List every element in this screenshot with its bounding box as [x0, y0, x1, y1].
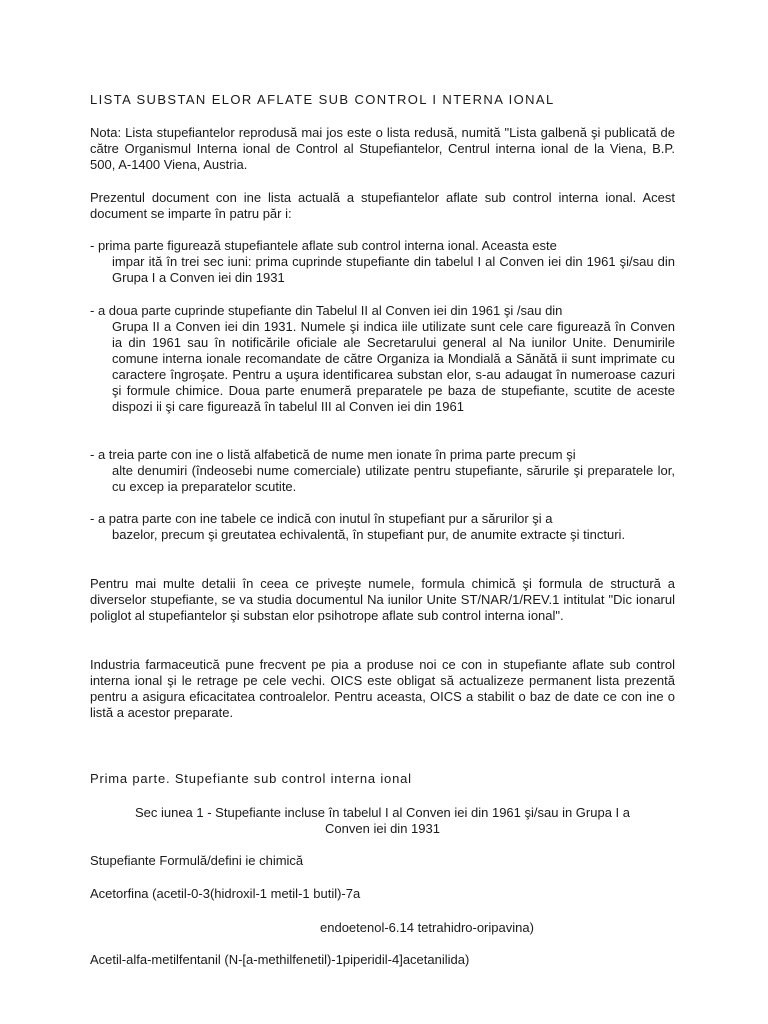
entry-acetorfina-line-1: Acetorfina (acetil-0-3(hidroxil-1 metil-1 butil)-7a	[90, 886, 361, 901]
prima-parte-heading: Prima parte. Stupefiante sub control interna ional	[90, 771, 412, 786]
intro-paragraph: Prezentul document con ine lista actuală a stupefiantelor aflate sub control interna ional. Acest document se imparte în patru păr i:	[90, 190, 675, 221]
list-item-prima-parte	[90, 238, 675, 286]
sectiunea-1-line-1: Sec iunea 1 - Stupefiante incluse în tabelul I al Conven iei din 1961 şi/sau in Grupa I a	[134, 805, 631, 820]
list-item-a-treia-parte	[90, 447, 675, 495]
list-item-first-line: - a treia parte con ine o listă alfabetică de nume men ionate în prima parte precum şi	[90, 447, 576, 462]
list-item-first-line: - prima parte figurează stupefiantele aflate sub control interna ional. Aceasta este	[90, 238, 557, 253]
detalii-paragraph: Pentru mai multe detalii în ceea ce priveşte numele, formula chimică şi formula de structură a diverselor stupefiante, se va studia documentul Na iunilor Unite ST/NAR/1/REV.1 intitulat "Dic ionarul poliglot al stupefiantelor şi substan elor psihotrope aflate sub control interna ional".	[90, 576, 675, 623]
sectiunea-1-heading	[90, 805, 675, 837]
nota-paragraph: Nota: Lista stupefiantelor reprodusă mai jos este o lista redusă, numită "Lista galbenă şi publicată de către Organismul Interna ional de Control al Stupefiantelor, Centrul interna ional de la Viena, B.P. 500, A-1400 Viena, Austria.	[90, 125, 675, 172]
sectiunea-1-line-2: Conven iei din 1931	[325, 821, 440, 836]
list-item-continuation: Grupa II a Conven iei din 1931. Numele şi indica iile utilizate sunt cele care figurează în Conven ia din 1961 sau în notificările oficiale ale Secretarului general al Na iunilor Unite. Denumirile comune interna ionale recomandate de către Organiza ia Mondială a Sănătă ii sunt imprimate cu caractere îngroşate. Pentru a uşura identificarea substan elor, s-au adaugat în numeroase cazuri şi formule chimice. Doua parte enumeră preparatele pe baza de stupefiante, scutite de aceste dispozi ii şi care figurează în tabelul III al Conven iei din 1961	[112, 319, 675, 414]
list-item-first-line: - a patra parte con ine tabele ce indică con inutul în stupefiant pur a sărurilor şi a	[90, 511, 553, 526]
industria-paragraph: Industria farmaceutică pune frecvent pe pia a produse noi ce con in stupefiante aflate sub control interna ional şi le retrage pe cele vechi. OICS este obligat să actualizeze permanent lista prezentă pentru a asigura eficacitatea controalelor. Pentru aceasta, OICS a stabilit o baz de date ce con ine o listă a acestor preparate.	[90, 657, 675, 720]
entry-acetorfina-line-2: endoetenol-6.14 tetrahidro-oripavina)	[320, 920, 534, 935]
list-item-continuation: alte denumiri (îndeosebi nume comerciale) utilizate pentru stupefiante, sărurile şi preparatele lor, cu excep ia preparatelor scutite.	[112, 463, 675, 494]
list-item-a-patra-parte	[90, 511, 675, 543]
entry-acetil-alfa-metilfentanil: Acetil-alfa-metilfentanil (N-[a-methilfenetil)-1piperidil-4]acetanilida)	[90, 952, 470, 967]
column-header: Stupefiante Formulă/defini ie chimică	[90, 853, 304, 868]
list-item-continuation: impar ită în trei sec iuni: prima cuprinde stupefiante din tabelul I al Conven iei din 1961 şi/sau din Grupa I a Conven iei din 1931	[112, 254, 675, 285]
document-title: LISTA SUBSTAN ELOR AFLATE SUB CONTROL I NTERNA IONAL	[90, 92, 555, 107]
list-item-continuation: bazelor, precum şi greutatea echivalentă, în stupefiant pur, de anumite extracte şi tincturi.	[112, 527, 626, 542]
list-item-first-line: - a doua parte cuprinde stupefiante din Tabelul II al Conven iei din 1961 şi /sau din	[90, 303, 563, 318]
list-item-a-doua-parte	[90, 303, 675, 415]
